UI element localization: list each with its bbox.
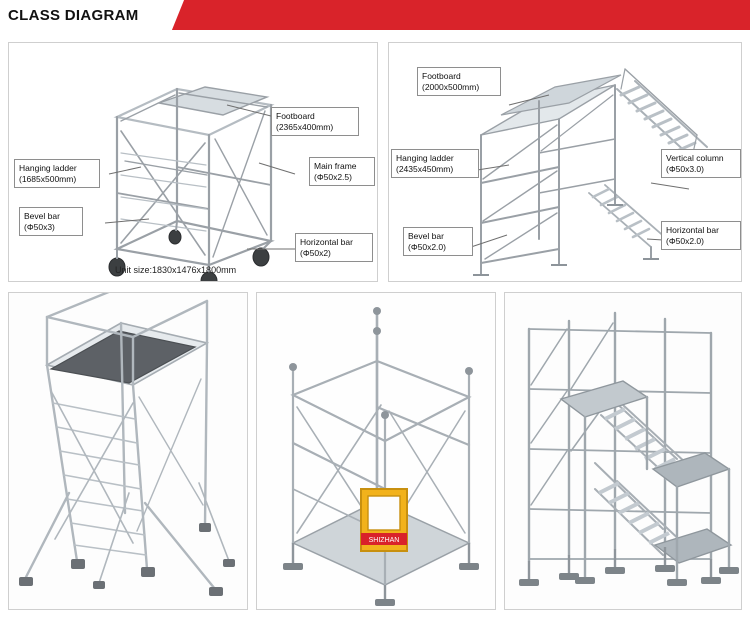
panel-tall-mobile-tower	[8, 292, 248, 610]
panel-ringlock-platform	[256, 292, 496, 610]
header	[0, 0, 750, 30]
label-bevel-bar: Bevel bar (Φ50x2.0)	[403, 227, 473, 256]
page-title: CLASS DIAGRAM	[8, 6, 139, 24]
label-bevel-bar: Bevel bar (Φ50x3)	[19, 207, 83, 236]
label-horizontal-bar: Horizontal bar (Φ50x2)	[295, 233, 373, 262]
svg-text:SHIZHAN: SHIZHAN	[368, 537, 400, 544]
label-hanging-ladder: Hanging ladder (2435x450mm)	[391, 149, 479, 178]
stair-access-scaffold-photo	[505, 293, 742, 610]
ringlock-platform-photo	[257, 293, 496, 610]
label-footboard: Footboard (2365x400mm)	[271, 107, 359, 136]
panel-stair-tower-scaffold	[388, 42, 742, 282]
label-vertical-column: Vertical column (Φ50x3.0)	[661, 149, 741, 178]
label-footboard: Footboard (2000x500mm)	[417, 67, 501, 96]
label-hanging-ladder: Hanging ladder (1685x500mm)	[14, 159, 100, 188]
panel-stair-access-scaffold	[504, 292, 742, 610]
page-title-box	[0, 0, 160, 30]
label-horizontal-bar: Horizontal bar (Φ50x2.0)	[661, 221, 741, 250]
panel-mobile-frame-scaffold	[8, 42, 378, 282]
label-main-frame: Main frame (Φ50x2.5)	[309, 157, 375, 186]
unit-size-caption: Unit size:1830x1476x1800mm	[115, 265, 237, 275]
tall-mobile-tower-photo	[9, 293, 248, 610]
